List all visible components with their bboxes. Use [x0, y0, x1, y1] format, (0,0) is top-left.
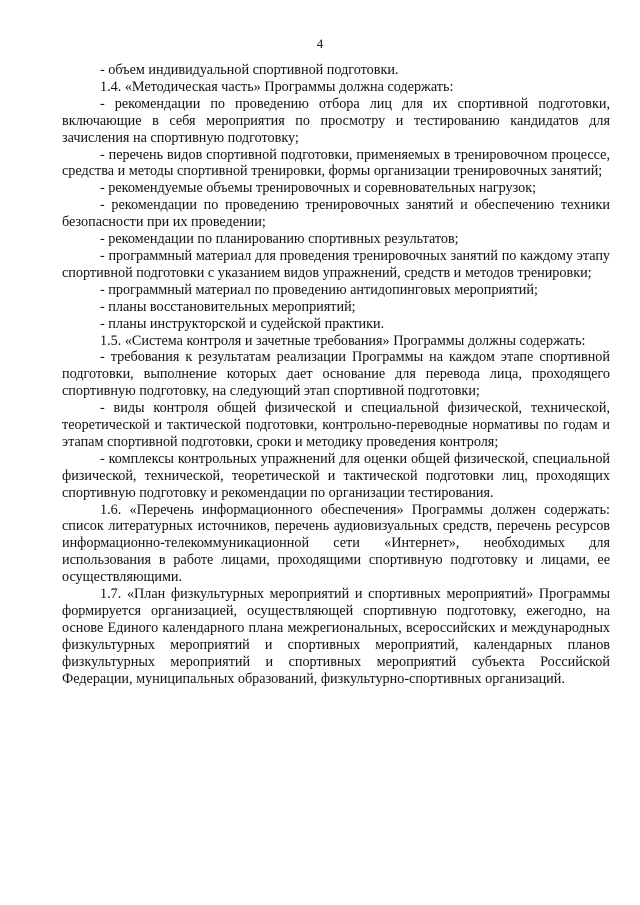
page-number: 4	[316, 36, 324, 51]
paragraph-antidoping-material: - программный материал по проведению антидопинговых мероприятий;	[100, 281, 538, 298]
paragraph-section-1-5-heading: 1.5. «Система контроля и зачетные требования» Программы должны содержать:	[100, 332, 586, 349]
document-body	[62, 62, 610, 688]
paragraph-section-1-4-heading: 1.4. «Методическая часть» Программы должна содержать:	[100, 78, 454, 95]
paragraph-control-exercises: - комплексы контрольных упражнений для оценки общей физической, специальной физической, технической, теоретической и тактической подготовки лиц, проходящих спортивную подготовку и рекомендации по организации тестирования.	[62, 450, 610, 501]
paragraph-individual-volume: - объем индивидуальной спортивной подготовки.	[100, 62, 399, 78]
paragraph-recommended-loads: - рекомендуемые объемы тренировочных и соревновательных нагрузок;	[100, 180, 537, 197]
paragraph-training-types-list: - перечень видов спортивной подготовки, применяемых в тренировочном процессе, средства и методы спортивной тренировки, формы организации тренировочных занятий;	[62, 146, 610, 180]
paragraph-program-material-stages: - программный материал для проведения тренировочных занятий по каждому этапу спортивной подготовки с указанием видов упражнений, средств и методов тренировки;	[62, 247, 610, 281]
paragraph-section-1-7: 1.7. «План физкультурных мероприятий и спортивных мероприятий» Программы формируется организацией, осуществляющей спортивную подготовку, ежегодно, на основе Единого календарного плана межрегиональных, всероссийских и международных физкультурных мероприятий и спортивных мероприятий, календарных планов физкультурных мероприятий и спортивных мероприятий субъекта Российской Федерации, муниципальных образований, физкультурно-спортивных организаций.	[62, 586, 610, 687]
paragraph-results-planning: - рекомендации по планированию спортивных результатов;	[100, 231, 459, 248]
paragraph-section-1-6: 1.6. «Перечень информационного обеспечения» Программы должен содержать: список литературных источников, перечень аудиовизуальных средств, перечень ресурсов информационно-телекоммуникационной сети «Интернет», необходимых для использования в работе лицами, проходящими спортивную подготовку и лицами, ее осуществляющими.	[62, 501, 610, 586]
paragraph-stage-requirements: - требования к результатам реализации Программы на каждом этапе спортивной подготовки, выполнение которых дает основание для перевода лица, проходящего спортивную подготовку, на следующий этап спортивной подготовки;	[62, 349, 610, 400]
paragraph-selection-recommendations: - рекомендации по проведению отбора лиц для их спортивной подготовки, включающие в себя мероприятия по просмотру и тестированию кандидатов для зачисления на спортивную подготовку;	[62, 95, 610, 146]
paragraph-instructor-practice: - планы инструкторской и судейской практики.	[100, 315, 385, 332]
paragraph-safety-recommendations: - рекомендации по проведению тренировочных занятий и обеспечению техники безопасности при их проведении;	[62, 197, 610, 231]
paragraph-control-types: - виды контроля общей физической и специальной физической, технической, теоретической и тактической подготовки, контрольно-переводные нормативы по годам и этапам спортивной подготовки, сроки и методику проведения контроля;	[62, 400, 610, 450]
paragraph-recovery-plans: - планы восстановительных мероприятий;	[100, 298, 356, 315]
